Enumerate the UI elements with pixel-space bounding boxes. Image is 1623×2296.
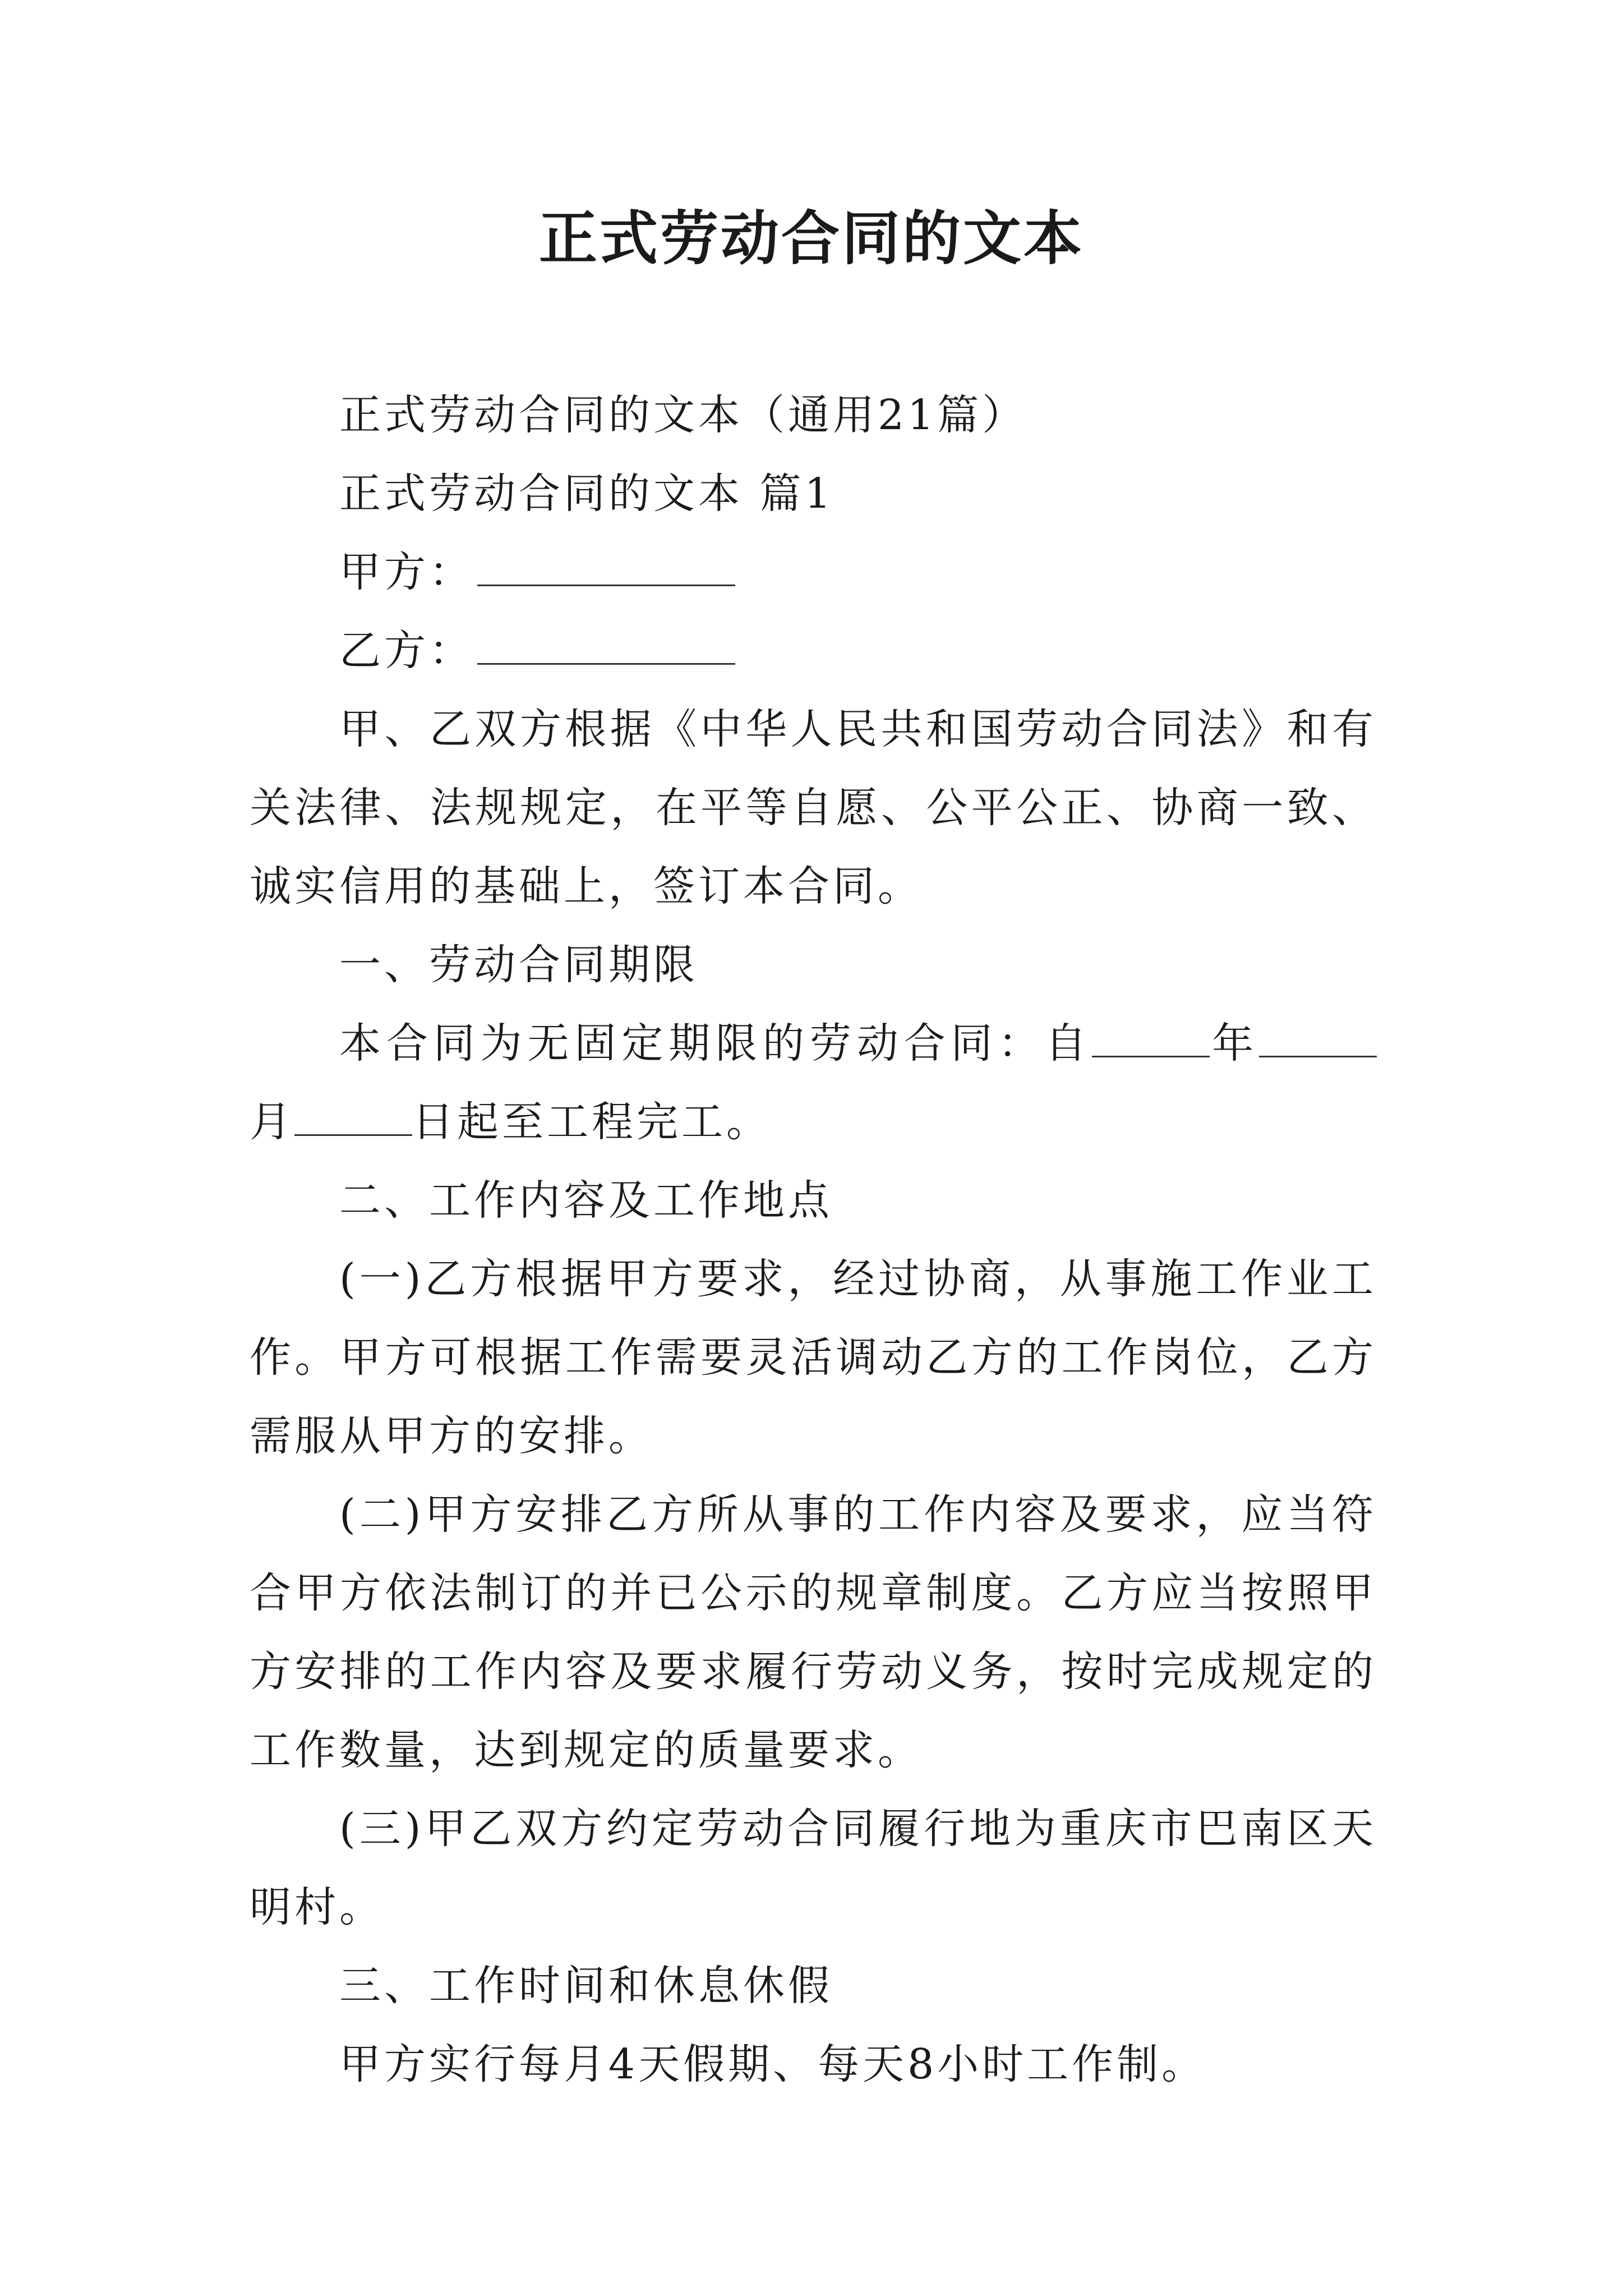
intro-paragraph: 甲、乙双方根据《中华人民共和国劳动合同法》和有关法律、法规规定，在平等自愿、公平公正、协商一致、诚实信用的基础上，签订本合同。 <box>250 705 1377 910</box>
chapter-heading: 正式劳动合同的文本 篇1 <box>339 470 834 518</box>
day-blank <box>294 1095 412 1136</box>
section-1-heading: 一、劳动合同期限 <box>339 941 698 989</box>
party-a-line <box>250 533 1377 611</box>
section-2-item-2: (二)甲方安排乙方所从事的工作内容及要求，应当符合甲方依法制订的并已公示的规章制度。乙方应当按照甲方安排的工作内容及要求履行劳动义务，按时完成规定的工作数量，达到规定的质量要求。 <box>250 1490 1377 1774</box>
section-1-paragraph <box>250 1004 1377 1161</box>
document-title: 正式劳动合同的文本 <box>538 204 1084 273</box>
section-2-heading: 二、工作内容及工作地点 <box>339 1176 833 1225</box>
party-b-line <box>250 611 1377 690</box>
section-1-text-a: 本合同为无固定期限的劳动合同：自 <box>339 1019 1092 1068</box>
subtitle: 正式劳动合同的文本（通用21篇） <box>339 391 1027 439</box>
section-1-text-b: 日起至工程完工。 <box>412 1098 771 1146</box>
section-2-item-1: (一)乙方根据甲方要求，经过协商，从事施工作业工作。甲方可根据工作需要灵活调动乙方的工作岗位，乙方需服从甲方的安排。 <box>250 1255 1377 1460</box>
party-a-label: 甲方： <box>339 548 474 596</box>
section-2-item-3: (三)甲乙双方约定劳动合同履行地为重庆市巴南区天明村。 <box>250 1805 1377 1931</box>
month-label: 月 <box>250 1098 294 1146</box>
year-label: 年 <box>1210 1019 1260 1068</box>
year-blank <box>1092 1016 1210 1057</box>
party-b-blank <box>477 624 735 665</box>
month-blank <box>1259 1016 1377 1057</box>
party-b-label: 乙方： <box>339 627 474 675</box>
party-a-blank <box>477 545 735 586</box>
section-3-paragraph: 甲方实行每月4天假期、每天8小时工作制。 <box>339 2040 1207 2088</box>
section-3-heading: 三、工作时间和休息休假 <box>339 1962 833 2010</box>
document-body <box>250 376 1377 2104</box>
